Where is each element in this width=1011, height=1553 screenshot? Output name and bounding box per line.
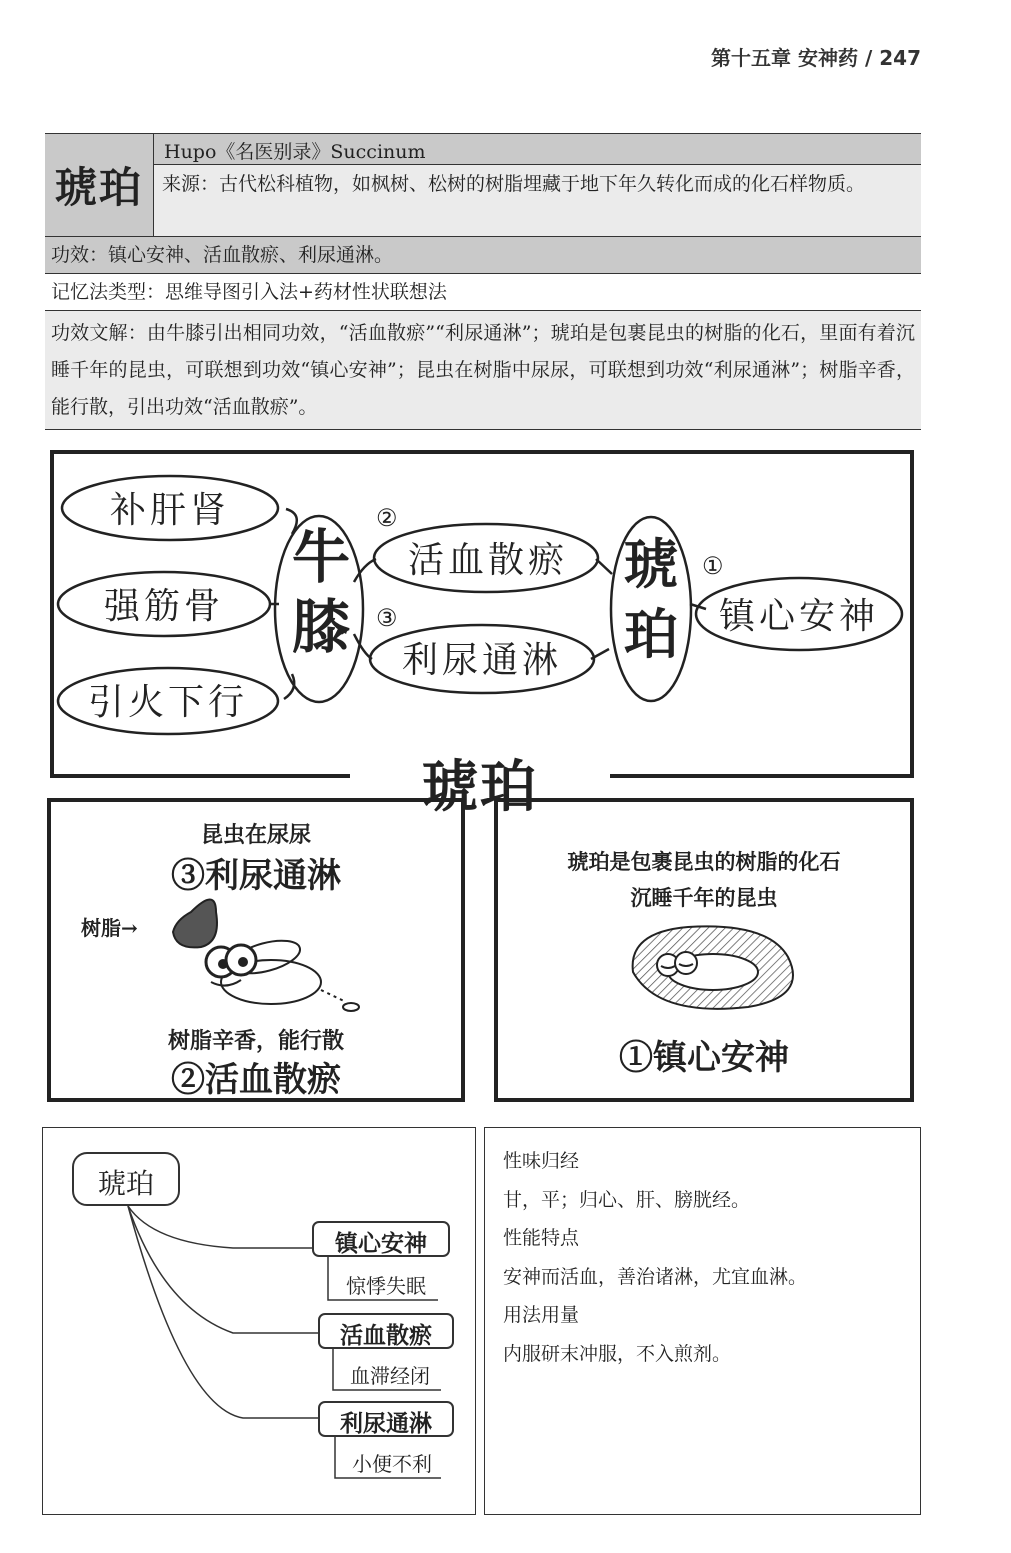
caption-insect-urinating: 昆虫在尿尿 <box>200 822 311 848</box>
hupo-label: 琥珀 <box>624 532 678 666</box>
tree-effect-2: 活血散瘀 <box>340 1322 432 1349</box>
branch-line <box>128 1206 313 1248</box>
mindmap-panel <box>50 450 914 778</box>
niuxi-effect-2: 强筋骨 <box>103 586 224 627</box>
features-text: 安神而活血，善治诸淋，尤宜血淋。 <box>503 1265 808 1288</box>
properties-box <box>484 1127 921 1515</box>
resin-drop-icon <box>173 900 217 948</box>
efficacy-tree-box <box>42 1127 476 1515</box>
tree-indication-3: 小便不利 <box>352 1452 432 1476</box>
niuxi-effect-3: 引火下行 <box>87 682 248 723</box>
nature-text: 甘，平；归心、肝、膀胱经。 <box>503 1188 751 1211</box>
tree-effect-1: 镇心安神 <box>335 1230 427 1257</box>
amber-illustration <box>498 917 910 1027</box>
shared-effect-li-niao: 利尿通淋 <box>401 640 562 681</box>
herb-name: 琥珀 <box>45 134 154 236</box>
caption-amber-fossil: 琥珀是包裹昆虫的树脂的化石 <box>567 849 841 874</box>
illustration-left-panel <box>47 798 465 1102</box>
shared-effect-huo-xue: 活血散瘀 <box>407 540 568 581</box>
niuxi-label: 牛膝 <box>292 523 351 661</box>
effect-li-niao: ③利尿通淋 <box>171 856 341 896</box>
latin-name: Hupo《名医别录》Succinum <box>154 134 921 165</box>
page-header: 第十五章 安神药 / 247 <box>711 46 921 70</box>
num-2-label: ② <box>376 504 398 532</box>
tree-indication-2: 血滞经闭 <box>350 1364 430 1388</box>
num-1-label: ① <box>702 552 724 580</box>
branch-line <box>128 1206 319 1333</box>
usage-heading: 用法用量 <box>503 1304 580 1326</box>
nature-heading: 性味归经 <box>503 1150 580 1172</box>
efficacy-row: 功效：镇心安神、活血散瘀、利尿通淋。 <box>45 237 921 274</box>
branch-line <box>128 1206 319 1418</box>
entry-info-table <box>45 133 921 430</box>
source-text: 来源：古代松科植物，如枫树、松树的树脂埋藏于地下年久转化而成的化石样物质。 <box>154 165 921 236</box>
caption-resin-aromatic: 树脂辛香，能行散 <box>167 1028 344 1054</box>
effect-zhen-xin: ①镇心安神 <box>619 1038 789 1078</box>
tree-root: 琥珀 <box>97 1167 154 1200</box>
num-3-label: ③ <box>376 604 398 632</box>
illustration-right-panel <box>494 798 914 1102</box>
tree-indication-1: 惊悸失眠 <box>346 1274 426 1298</box>
memory-type-row: 记忆法类型：思维导图引入法+药材性状联想法 <box>45 274 921 311</box>
features-heading: 性能特点 <box>503 1227 580 1249</box>
tree-effect-3: 利尿通淋 <box>340 1410 432 1437</box>
caption-sleeping-insect: 沉睡千年的昆虫 <box>630 885 778 910</box>
effect-huo-xue: ②活血散瘀 <box>171 1060 341 1100</box>
explanation-row: 功效文解：由牛膝引出相同功效，“活血散瘀”“利尿通淋”；琥珀是包裹昆虫的树脂的化石，里面有着沉睡千年的昆虫，可联想到功效“镇心安神”；昆虫在树脂中尿尿，可联想到功效“利尿通淋”；树脂辛香，能行散，引出功效“活血散瘀”。 <box>45 311 921 430</box>
niuxi-effect-1: 补肝肾 <box>109 490 230 531</box>
resin-label: 树脂 <box>81 916 121 940</box>
usage-text: 内服研末冲服，不入煎剂。 <box>503 1342 732 1365</box>
arrow-icon: → <box>121 916 138 940</box>
hupo-effect-zhen-xin: 镇心安神 <box>718 596 879 637</box>
center-title: 琥珀 <box>350 752 610 824</box>
